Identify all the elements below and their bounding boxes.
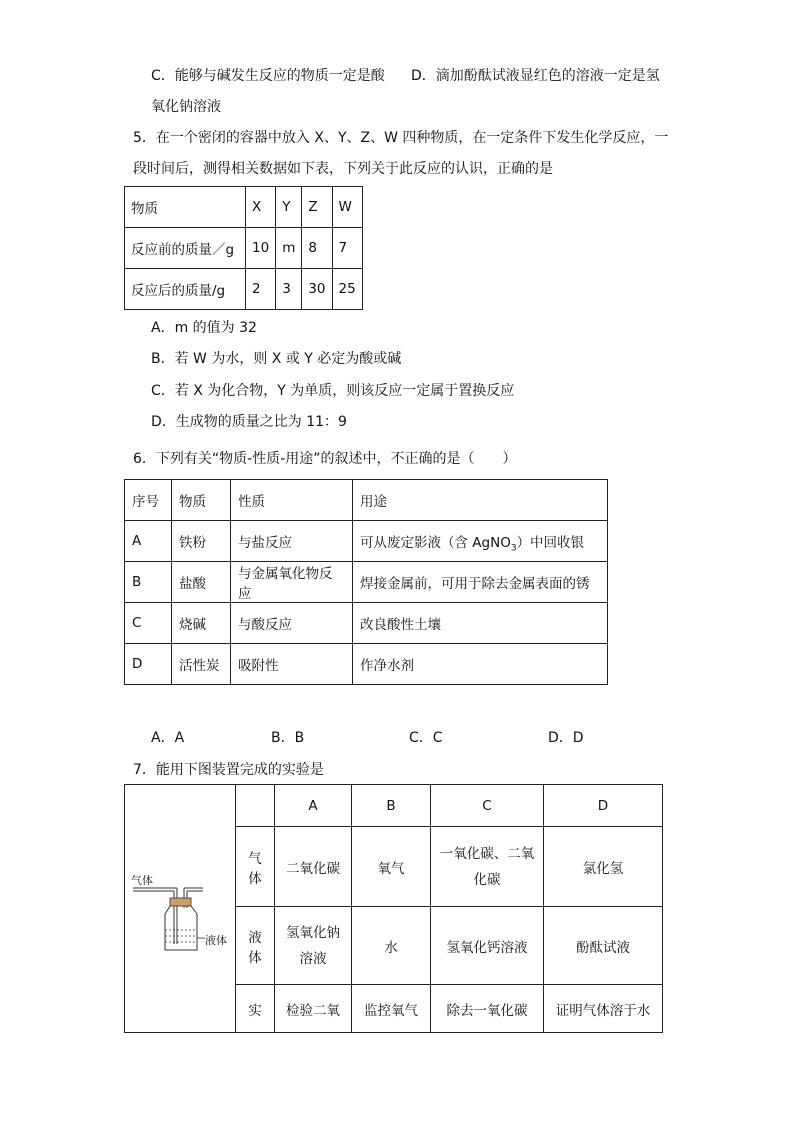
subscript: 3 — [510, 543, 517, 554]
table-row — [125, 228, 363, 269]
table-cell: C — [125, 603, 172, 644]
table-row — [125, 480, 608, 521]
table-cell: 30 — [302, 269, 332, 310]
table-row — [125, 644, 608, 685]
cell-line: 溶液 — [299, 950, 327, 967]
gas-washing-bottle-figure — [125, 864, 235, 954]
table-cell: 除去一氧化碳 — [431, 985, 544, 1033]
q5-stem-line2: 段时间后，测得相关数据如下表，下列关于此反应的认识，正确的是 — [133, 161, 553, 177]
q4-option-d-line2: 氧化钠溶液 — [151, 99, 221, 115]
q5-table — [124, 186, 363, 310]
table-header-cell: C — [431, 785, 544, 827]
q6-stem: 6．下列有关“物质-性质-用途”的叙述中，不正确的是（ ） — [133, 451, 517, 467]
q7-table — [124, 784, 663, 1033]
table-row — [125, 187, 363, 228]
cell-line: 一氧化碳、二氧 — [439, 845, 535, 862]
table-cell: 吸附性 — [231, 644, 353, 685]
q7-stem: 7．能用下图装置完成的实验是 — [133, 762, 324, 778]
table-row — [125, 785, 663, 827]
table-cell: B — [125, 562, 172, 603]
table-header-cell: Y — [276, 187, 302, 228]
row-label-char: 体 — [248, 949, 262, 966]
table-header-cell — [236, 785, 275, 827]
table-header-cell: 物质 — [125, 187, 246, 228]
gas-washing-bottle-icon — [125, 864, 235, 954]
q4-option-c: C．能够与碱发生反应的物质一定是酸 — [151, 68, 385, 84]
q5-stem-line1: 5．在一个密闭的容器中放入 X、Y、Z、W 四种物质，在一定条件下发生化学反应，一 — [133, 130, 669, 146]
q4-option-d-line1: D．滴加酚酞试液显红色的溶液一定是氢 — [411, 68, 660, 84]
table-cell: 酚酞试液 — [544, 907, 663, 985]
apparatus-figure-cell — [125, 785, 236, 1033]
table-cell: 反应后的质量/g — [125, 269, 246, 310]
table-cell: 7 — [332, 228, 362, 269]
table-row — [125, 562, 608, 603]
row-label-char: 气 — [248, 850, 262, 867]
table-cell: 活性炭 — [172, 644, 231, 685]
table-cell: A — [125, 521, 172, 562]
table-cell: 与金属氧化物反应 — [231, 562, 353, 603]
table-cell: 25 — [332, 269, 362, 310]
table-cell: 与盐反应 — [231, 521, 353, 562]
q6-table — [124, 479, 608, 685]
table-cell: 盐酸 — [172, 562, 231, 603]
table-header-cell: 物质 — [172, 480, 231, 521]
figure-label-liquid: 液体 — [205, 933, 227, 947]
table-cell — [353, 521, 608, 562]
table-cell: 烧碱 — [172, 603, 231, 644]
row-label-experiment: 实 — [236, 985, 275, 1033]
row-label-gas — [236, 827, 275, 907]
row-label-char: 液 — [248, 929, 262, 946]
table-header-cell: 序号 — [125, 480, 172, 521]
table-row — [125, 521, 608, 562]
row-label-liquid — [236, 907, 275, 985]
table-header-cell: 性质 — [231, 480, 353, 521]
table-header-cell: B — [352, 785, 431, 827]
table-cell: 检验二氧 — [275, 985, 352, 1033]
table-cell: 2 — [246, 269, 276, 310]
q6-option-a: A．A — [151, 730, 185, 746]
table-cell: 与酸反应 — [231, 603, 353, 644]
q5-option-d: D．生成物的质量之比为 11：9 — [151, 414, 347, 430]
q5-option-c: C．若 X 为化合物，Y 为单质，则该反应一定属于置换反应 — [151, 383, 515, 399]
table-cell: 改良酸性土壤 — [353, 603, 608, 644]
q6-option-b: B．B — [271, 730, 305, 746]
table-cell: 焊接金属前，可用于除去金属表面的锈 — [353, 562, 608, 603]
table-row — [125, 269, 363, 310]
q6-option-d: D．D — [548, 730, 584, 746]
table-header-cell: Z — [302, 187, 332, 228]
table-cell: 反应前的质量／g — [125, 228, 246, 269]
table-cell: 3 — [276, 269, 302, 310]
q5-option-b: B．若 W 为水，则 X 或 Y 必定为酸或碱 — [151, 351, 402, 367]
table-header-cell: W — [332, 187, 362, 228]
cell-line: 氢氧化钠 — [286, 924, 340, 941]
table-header-cell: X — [246, 187, 276, 228]
table-row — [125, 603, 608, 644]
row-label-char: 体 — [248, 870, 262, 887]
figure-label-gas: 气体 — [131, 873, 153, 887]
q5-option-a: A．m 的值为 32 — [151, 320, 257, 336]
table-header-cell: D — [544, 785, 663, 827]
table-cell: 监控氧气 — [352, 985, 431, 1033]
table-cell: 氢氧化钙溶液 — [431, 907, 544, 985]
table-cell: 8 — [302, 228, 332, 269]
cell-text: ）中回收银 — [516, 535, 585, 551]
table-cell: 10 — [246, 228, 276, 269]
table-cell: 作净水剂 — [353, 644, 608, 685]
table-header-cell: 用途 — [353, 480, 608, 521]
table-cell: 水 — [352, 907, 431, 985]
table-cell: 二氧化碳 — [275, 827, 352, 907]
cell-line: 化碳 — [473, 871, 501, 888]
q6-option-c: C．C — [409, 730, 443, 746]
table-cell: m — [276, 228, 302, 269]
table-cell — [275, 907, 352, 985]
table-cell: 证明气体溶于水 — [544, 985, 663, 1033]
table-header-cell: A — [275, 785, 352, 827]
table-cell: 铁粉 — [172, 521, 231, 562]
cell-text: 可从废定影液（含 AgNO — [360, 535, 511, 551]
table-cell: D — [125, 644, 172, 685]
table-cell: 氯化氢 — [544, 827, 663, 907]
table-cell — [431, 827, 544, 907]
table-cell: 氧气 — [352, 827, 431, 907]
